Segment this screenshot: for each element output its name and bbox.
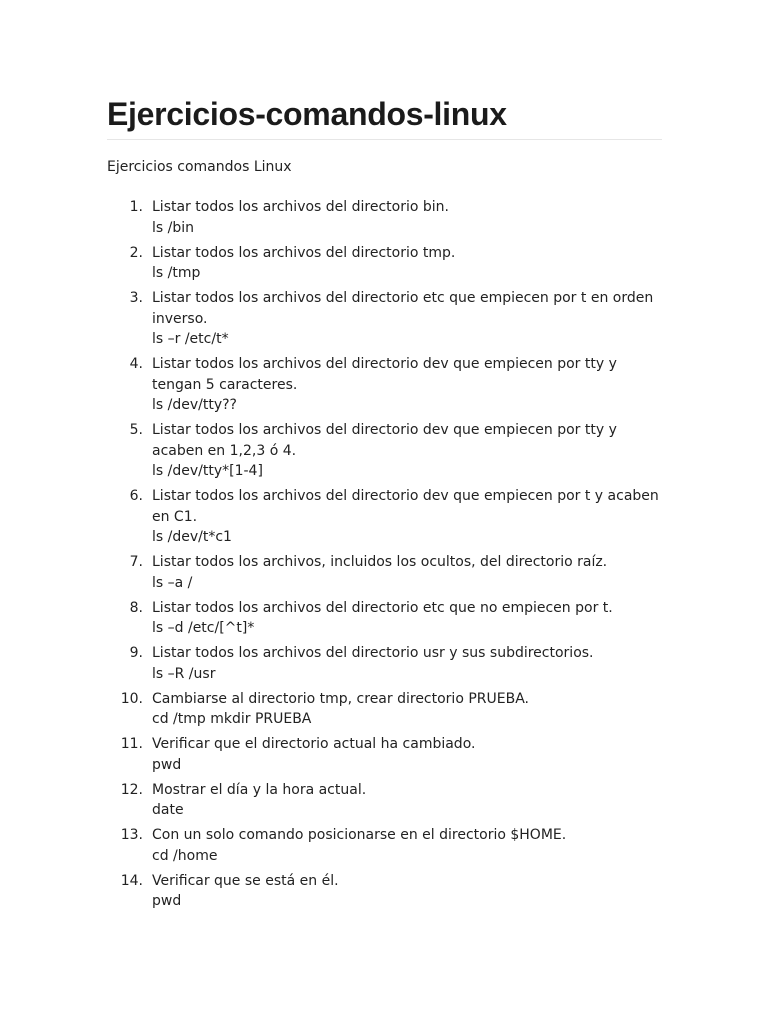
exercise-number: 13. bbox=[120, 827, 143, 843]
exercise-number: 5. bbox=[129, 422, 143, 438]
exercise-answer: ls /tmp bbox=[152, 265, 201, 281]
exercise-answer: ls /bin bbox=[152, 219, 194, 236]
page-title: Ejercicios-comandos-linux bbox=[107, 96, 507, 132]
exercise-question: Con un solo comando posicionarse en el directorio $HOME. bbox=[152, 827, 567, 843]
exercise-number: 2. bbox=[129, 244, 143, 261]
exercise-number: 3. bbox=[129, 290, 143, 306]
exercise-number: 12. bbox=[120, 781, 143, 798]
exercise-item bbox=[107, 552, 662, 593]
exercise-item bbox=[107, 486, 662, 548]
exercise-answer: ls –r /etc/t* bbox=[152, 331, 229, 347]
exercise-answer: pwd bbox=[152, 893, 182, 909]
exercise-number: 6. bbox=[129, 488, 143, 504]
exercise-answer: ls /dev/tty?? bbox=[152, 397, 237, 413]
exercise-item bbox=[107, 689, 662, 730]
exercise-item bbox=[107, 288, 662, 350]
exercise-item bbox=[107, 643, 662, 684]
exercise-question: Listar todos los archivos del directorio dev que empiecen por tty y tengan 5 caracteres. bbox=[152, 356, 617, 393]
document-page bbox=[107, 0, 662, 916]
exercise-item bbox=[107, 825, 662, 866]
title-divider bbox=[107, 139, 662, 140]
exercise-answer: date bbox=[152, 802, 184, 818]
exercise-item bbox=[107, 734, 662, 775]
exercise-answer: pwd bbox=[152, 756, 182, 773]
exercise-number: 14. bbox=[120, 872, 143, 889]
exercise-number: 7. bbox=[129, 554, 143, 570]
exercise-number: 10. bbox=[120, 690, 143, 707]
exercise-answer: cd /tmp mkdir PRUEBA bbox=[152, 711, 312, 727]
exercise-answer: ls /dev/t*c1 bbox=[152, 529, 232, 545]
document-subtitle: Ejercicios comandos Linux bbox=[107, 159, 292, 175]
exercise-question: Listar todos los archivos del directorio etc que no empiecen por t. bbox=[152, 599, 613, 616]
exercise-number: 8. bbox=[129, 599, 143, 616]
exercise-item bbox=[107, 197, 662, 238]
exercise-number: 11. bbox=[120, 736, 143, 752]
exercise-question: Mostrar el día y la hora actual. bbox=[152, 781, 367, 798]
exercise-answer: ls /dev/tty*[1-4] bbox=[152, 463, 263, 479]
exercise-number: 4. bbox=[129, 356, 143, 372]
exercise-question: Listar todos los archivos del directorio tmp. bbox=[152, 244, 456, 261]
exercise-question: Verificar que el directorio actual ha cambiado. bbox=[152, 736, 476, 752]
exercise-number: 1. bbox=[129, 199, 143, 215]
exercise-item bbox=[107, 598, 662, 639]
exercise-item bbox=[107, 354, 662, 416]
exercise-answer: ls –a / bbox=[152, 574, 193, 591]
exercise-question: Listar todos los archivos del directorio dev que empiecen por tty y acaben en 1,2,3 ó 4. bbox=[152, 422, 617, 459]
exercise-item bbox=[107, 243, 662, 284]
exercise-question: Cambiarse al directorio tmp, crear directorio PRUEBA. bbox=[152, 690, 529, 707]
exercise-question: Listar todos los archivos del directorio etc que empiecen por t en orden inverso. bbox=[152, 290, 654, 327]
exercise-list bbox=[107, 197, 662, 912]
exercise-answer: ls –R /usr bbox=[152, 665, 216, 682]
exercise-question: Listar todos los archivos del directorio bin. bbox=[152, 199, 449, 215]
exercise-item bbox=[107, 420, 662, 482]
exercise-item bbox=[107, 780, 662, 821]
exercise-question: Listar todos los archivos del directorio dev que empiecen por t y acaben en C1. bbox=[152, 488, 659, 525]
exercise-question: Listar todos los archivos, incluidos los ocultos, del directorio raíz. bbox=[152, 554, 608, 570]
exercise-question: Listar todos los archivos del directorio usr y sus subdirectorios. bbox=[152, 645, 594, 661]
exercise-answer: ls –d /etc/[^t]* bbox=[152, 620, 255, 636]
exercise-item bbox=[107, 871, 662, 912]
exercise-number: 9. bbox=[129, 645, 143, 661]
exercise-answer: cd /home bbox=[152, 847, 218, 864]
exercise-question: Verificar que se está en él. bbox=[152, 872, 339, 889]
